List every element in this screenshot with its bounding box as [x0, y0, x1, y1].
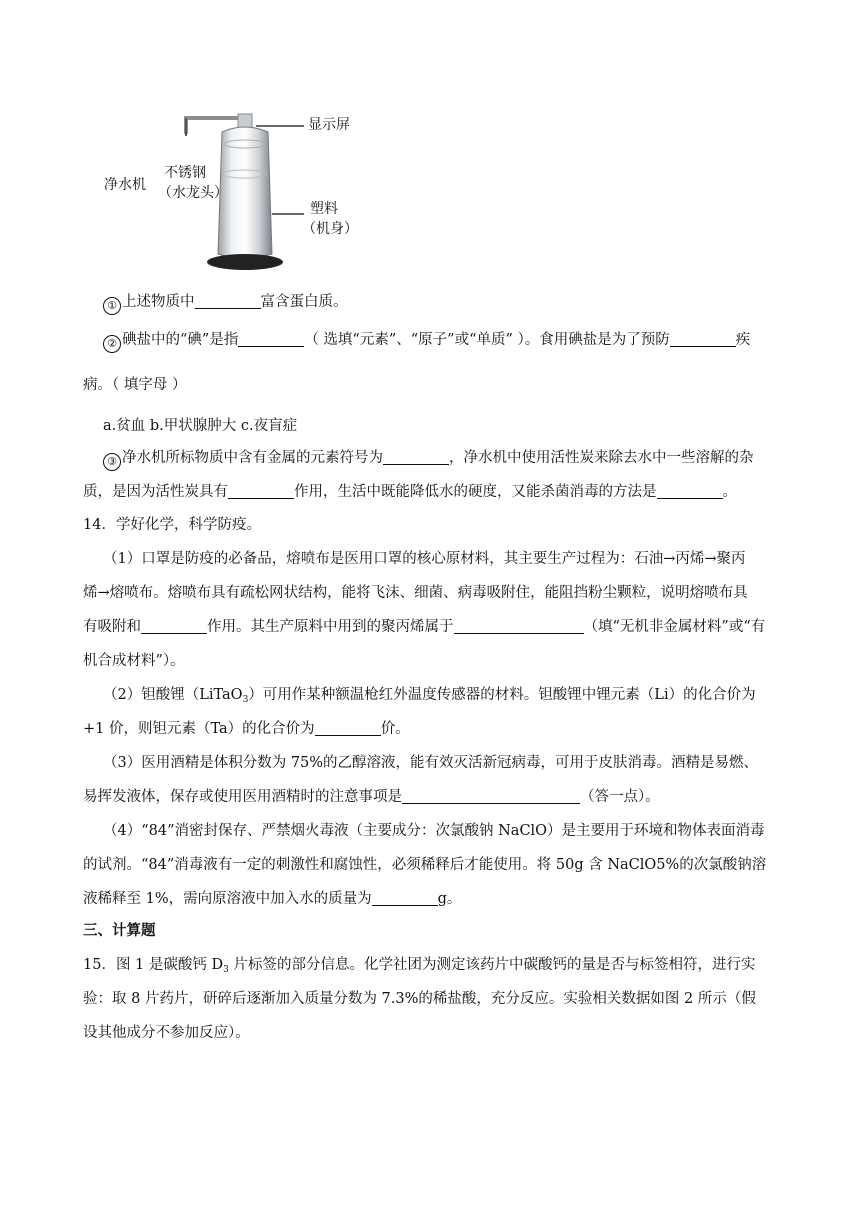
q13-part3: ③ 净水机所标物质中含有金属的元素符号为 ，净水机中使用活性炭来除去水中一些溶解的杂	[103, 448, 833, 471]
machine-label: 净水机	[104, 177, 146, 193]
answer-blank[interactable]	[402, 787, 580, 804]
q14-s3-line1: （3）医用酒精是体积分数为 75%的乙醇溶液，能有效灭活新冠病毒，可用于皮肤消毒。酒精是易燃、	[103, 755, 759, 771]
faucet-part-label: （水龙头）	[158, 185, 228, 201]
circled-number-3: ③	[103, 453, 121, 471]
answer-blank[interactable]	[454, 617, 584, 634]
q14-s4-line1: （4）“84”消密封保存、严禁烟火毒液（主要成分：次氯酸钠 NaClO）是主要用于环境和物体表面消毒	[103, 823, 765, 839]
answer-blank[interactable]	[228, 482, 294, 499]
answer-blank[interactable]	[383, 448, 449, 465]
q13-part1: ① 上述物质中 富含蛋白质。	[103, 292, 833, 315]
answer-blank[interactable]	[670, 330, 736, 347]
q13-part3-cont: 质，是因为活性炭具有 作用，生活中既能降低水的硬度，又能杀菌消毒的方法是 。	[83, 484, 737, 500]
q15-line2: 验：取 8 片药片，研碎后逐渐加入质量分数为 7.3%的稀盐酸，充分反应。实验相关数据如图 2 所示（假	[83, 991, 756, 1007]
q15-line1: 15．图 1 是碳酸钙 $D_3$ 片标签的部分信息。化学社团为测定该药片中碳酸钙的量是否与标签相符，进行实	[83, 957, 756, 975]
q14-s4-line2: 的试剂。“84”消毒液有一定的刺激性和腐蚀性，必须稀释后才能使用。将 50g 含 NaClO5%的次氯酸钠溶	[83, 857, 767, 873]
answer-blank[interactable]	[657, 482, 723, 499]
display-label: 显示屏	[308, 117, 350, 133]
q14-s1-line4: 机合成材料”）。	[83, 653, 185, 669]
q14-s3-line2: 易挥发液体，保存或使用医用酒精时的注意事项是 （答一点）。	[83, 789, 660, 805]
q14-title: 14．学好化学，科学防疫。	[83, 517, 261, 533]
q14-s2-line2: +1 价，则钽元素（Ta）的化合价为 价。	[83, 721, 410, 737]
body-part-label: （机身）	[302, 221, 358, 237]
answer-blank[interactable]	[372, 889, 438, 906]
circled-number-2: ②	[103, 335, 121, 353]
q13-part2: ② 碘盐中的“碘”是指 （ 选填“元素”、“原子”或“单质” ）。食用碘盐是为了预防 疾	[103, 330, 833, 353]
q14-s1-line1: （1）口罩是防疫的必备品，熔喷布是医用口罩的核心原材料，其主要生产过程为：石油→丙烯→聚丙	[103, 551, 746, 567]
answer-blank[interactable]	[195, 292, 261, 309]
q14-s1-line3: 有吸附和 作用。其生产原料中用到的聚丙烯属于 （填“无机非金属材料”或“有	[83, 619, 766, 635]
q13-options: a.贫血 b.甲状腺肿大 c.夜盲症	[103, 418, 298, 434]
faucet-material-label: 不锈钢	[164, 165, 206, 181]
q13-part2-cont: 病。（ 填字母 ）	[83, 377, 187, 393]
answer-blank[interactable]	[141, 617, 207, 634]
section-title: 三、计算题	[83, 923, 156, 939]
water-purifier-figure	[96, 104, 396, 274]
q14-s4-line3: 液稀释至 1%，需向原溶液中加入水的质量为 g。	[83, 891, 462, 907]
q15-line3: 设其他成分不参加反应）。	[83, 1025, 250, 1041]
circled-number-1: ①	[103, 297, 121, 315]
answer-blank[interactable]	[238, 330, 304, 347]
answer-blank[interactable]	[315, 719, 381, 736]
q14-s1-line2: 烯→熔喷布。熔喷布具有疏松网状结构，能将飞沫、细菌、病毒吸附住，能阻挡粉尘颗粒，说明熔喷布具	[83, 585, 748, 601]
q14-s2-line1: （2）钽酸锂（LiTaO$_3$）可用作某种额温枪红外温度传感器的材料。钽酸锂中锂元素（Li）的化合价为	[103, 687, 756, 705]
body-material-label: 塑料	[310, 201, 338, 217]
